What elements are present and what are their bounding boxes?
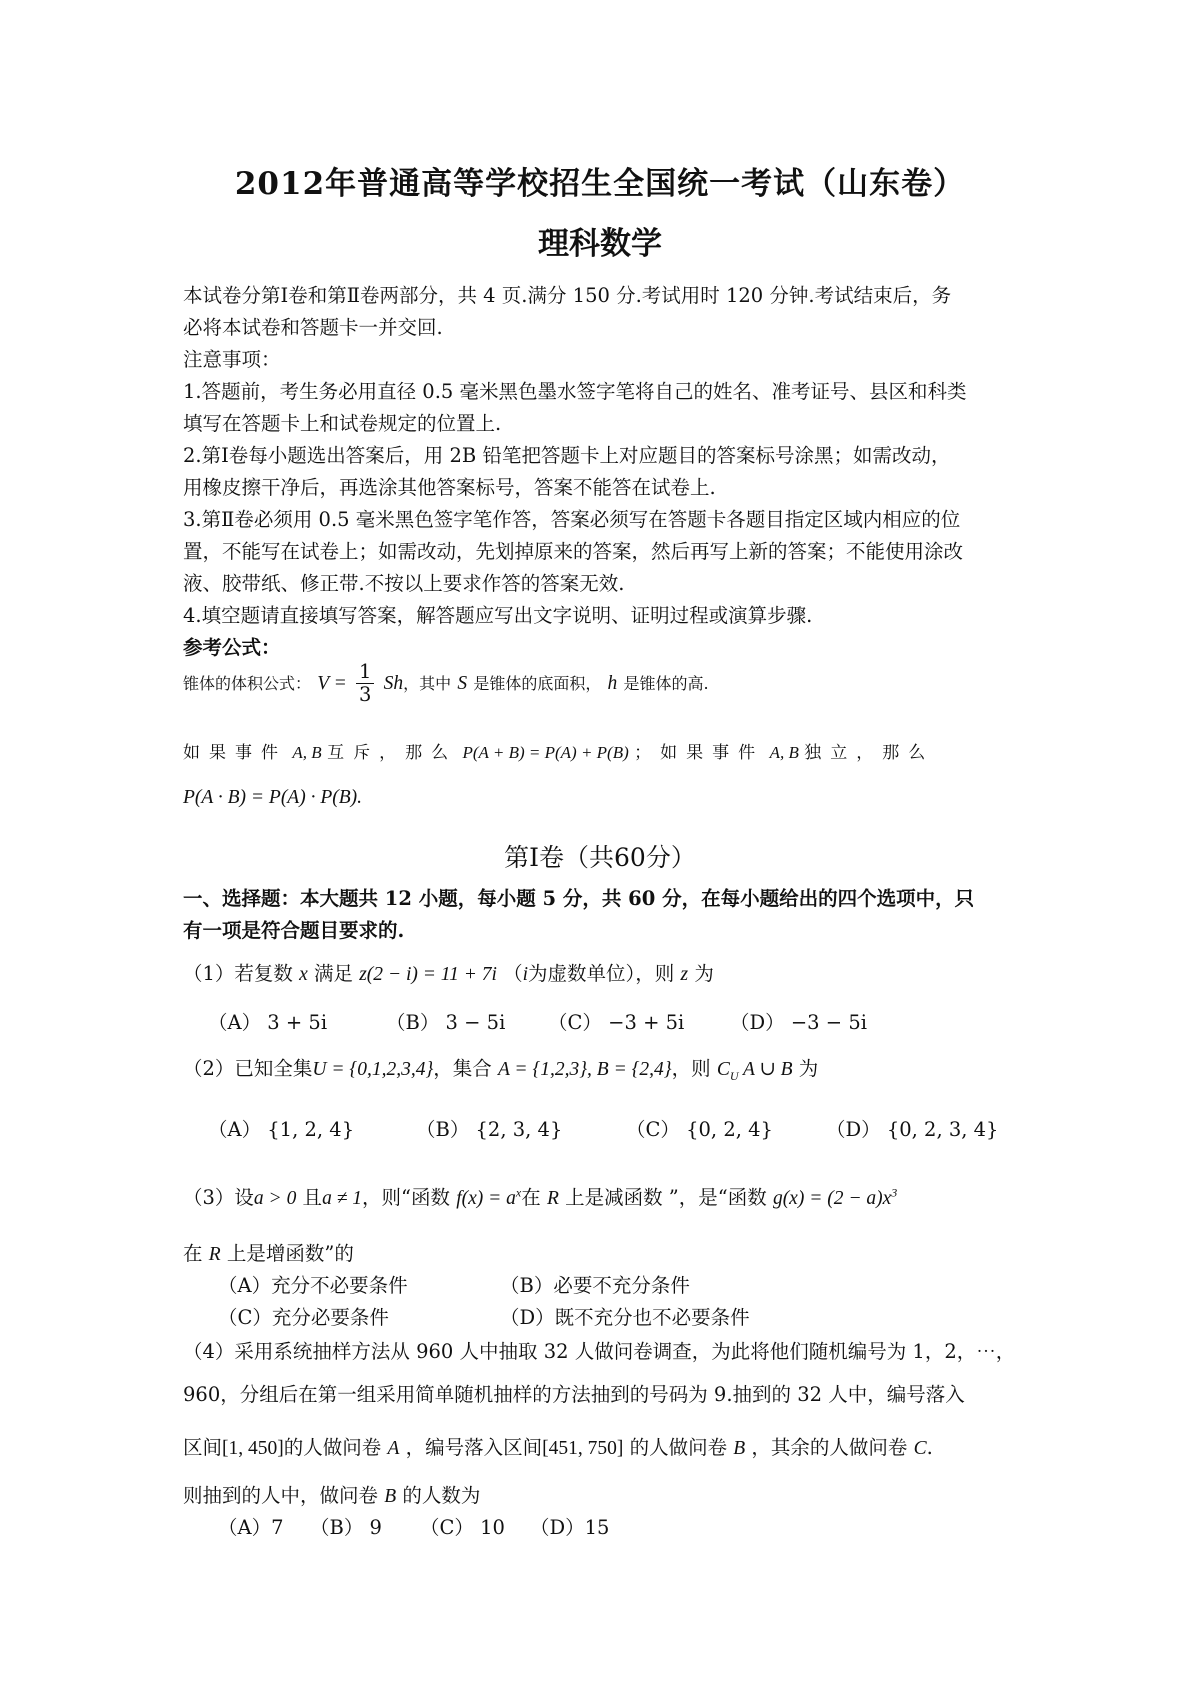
q3-text-b: 且 [302,1186,323,1209]
q3-text-d: 在 [521,1186,541,1209]
q2-text-b: ，集合 [433,1057,492,1080]
q4-option-b[interactable]: （B） 9 [310,1516,382,1539]
q4-var-c: C [913,1438,927,1459]
cone-formula-mid-2: 是锥体的底面积， [473,674,602,693]
question-3-stem [183,1182,897,1210]
prob-equation-2: P(A · B) = P(A) · P(B). [183,787,363,808]
section-instruction-2: 有一项是符合题目要求的. [183,919,405,942]
exam-subtitle: 理科数学 [538,226,662,262]
q3-option-a[interactable]: （A）充分不必要条件 [218,1274,408,1297]
note-2-line-2: 用橡皮擦干净后，再选涂其他答案标号，答案不能答在试卷上. [183,476,716,499]
q2-option-b[interactable]: （B） {2, 3, 4} [416,1118,563,1141]
question-1-stem [183,958,714,986]
q4-line4-b: 的人数为 [402,1484,481,1507]
cone-formula-lhs: V = [317,673,347,694]
q4-text-c: ，编号落入区间 [405,1436,543,1459]
q4-text-e: ，其余的人做问卷 [751,1436,908,1459]
q3-func-f-exp: x [515,1185,522,1200]
q3-option-b[interactable]: （B）必要不充分条件 [500,1274,690,1297]
note-3-line-1: 3.第Ⅱ卷必须用 0.5 毫米黑色签字笔作答，答案必须写在答题卡各题目指定区域内相应的位 [183,508,961,531]
q2-text-c: ，则 [671,1057,711,1080]
q3-cond-1: a > 0 [253,1188,297,1209]
note-3-line-2: 置，不能写在试卷上；如需改动，先划掉原来的答案，然后再写上新的答案；不能使用涂改 [183,540,964,563]
q3-text-c: ，则“函数 [362,1186,450,1209]
prob-events-1: A, B [292,743,322,762]
q1-equation: z(2 − i) = 11 + 7i [359,964,497,985]
cone-formula-line [183,661,709,706]
question-3-stem-line-2 [183,1238,354,1266]
prob-text-d: 独立，那么 [804,743,935,763]
cone-formula-rhs: Sh [383,673,404,694]
q3-func-g [772,1185,898,1209]
q2-option-a[interactable]: （A） {1, 2, 4} [208,1118,355,1141]
q3-text-e: 上是减函数 ”，是“函数 [565,1186,767,1209]
prob-text-b: 互斥，那么 [327,743,458,763]
q3-cond-2: a ≠ 1 [322,1188,363,1209]
q1-text-e: 为 [694,962,714,985]
notes-heading: 注意事项： [183,348,281,371]
cone-formula-h: h [607,673,618,694]
q1-option-a[interactable]: （A） 3 + 5i [208,1011,328,1034]
note-2-line-1: 2.第Ⅰ卷每小题选出答案后，用 2B 铅笔把答题卡上对应题目的答案标号涂黑；如需改动， [183,444,951,467]
intro-line-2: 必将本试卷和答题卡一并交回. [183,316,443,339]
q3-option-c[interactable]: （C）充分必要条件 [218,1306,389,1329]
fraction-denominator: 3 [359,683,372,706]
prob-text-a: 如果事件 [183,743,287,763]
q4-option-a[interactable]: （A）7 [218,1516,284,1539]
q3-option-d[interactable]: （D）既不充分也不必要条件 [500,1306,750,1329]
question-4-line-3 [183,1432,933,1460]
cone-formula-end: 是锥体的高. [623,674,709,693]
note-1-line-1: 1.答题前，考生务必用直径 0.5 毫米黑色墨水签字笔将自己的姓名、准考证号、县区和科类 [183,380,967,403]
section-instruction-1: 一、选择题：本大题共 12 小题，每小题 5 分，共 60 分，在每小题给出的四个选项中，只 [183,887,975,910]
q2-option-c[interactable]: （C） {0, 2, 4} [626,1118,773,1141]
formula-heading: 参考公式： [183,636,281,659]
q2-universal-set: U = {0,1,2,3,4} [312,1059,434,1080]
q3-var-r-2: R [208,1244,221,1265]
q3-func-g-exp: 3 [891,1185,898,1200]
cone-formula-prefix: 锥体的体积公式： [183,674,312,693]
q3-var-r-1: R [546,1188,559,1209]
note-3-line-3: 液、胶带纸、修正带.不按以上要求作答的答案无效. [183,572,625,595]
q4-text-f: . [926,1436,933,1459]
q4-option-d[interactable]: （D）15 [530,1516,610,1539]
q1-var-z: z [680,964,689,985]
q2-option-d[interactable]: （D） {0, 2, 3, 4} [826,1118,999,1141]
section-title: 第Ⅰ卷（共60分） [504,843,696,872]
q2-complement-sub: U [729,1068,739,1083]
question-4-line-1: （4）采用系统抽样方法从 960 人中抽取 32 人做问卷调查，为此将他们随机编号为 1，2，⋯， [183,1340,1016,1363]
q3-line2-b: 上是增函数”的 [226,1242,354,1265]
q4-text-d: 的人做问卷 [629,1436,728,1459]
q4-line4-var-b: B [384,1486,397,1507]
q3-func-g-body: g(x) = (2 − a)x [772,1188,892,1209]
probability-formula-line [183,738,934,763]
q2-expr [716,1059,793,1083]
q4-text-b: 的人做问卷 [283,1436,382,1459]
q1-option-b[interactable]: （B） 3 − 5i [386,1011,506,1034]
q3-line2-a: 在 [183,1242,203,1265]
q1-var-i: i [522,964,529,985]
q1-text-c: （ [503,962,523,985]
fraction-one-third [356,661,374,706]
q2-complement: C [716,1059,730,1080]
note-1-line-2: 填写在答题卡上和试卷规定的位置上. [183,412,502,435]
q4-line4-a: 则抽到的人中，做问卷 [183,1484,379,1507]
note-4: 4.填空题请直接填写答案，解答题应写出文字说明、证明过程或演算步骤. [183,604,813,627]
exam-title: 2012年普通高等学校招生全国统一考试（山东卷） [234,166,966,202]
question-4-line-4 [183,1480,480,1508]
q1-option-d[interactable]: （D） −3 − 5i [730,1011,867,1034]
q1-option-c[interactable]: （C） −3 + 5i [548,1011,685,1034]
q1-text-d: 为虚数单位），则 [528,962,675,985]
fraction-numerator: 1 [356,661,374,684]
q4-interval-1: [1, 450] [222,1438,284,1459]
q3-func-f-body: f(x) = a [456,1188,516,1209]
cone-formula-s: S [457,673,468,694]
prob-text-c: ；如果事件 [634,743,765,763]
q3-text-a: （3）设 [183,1186,254,1209]
prob-equation-1: P(A + B) = P(A) + P(B) [462,743,629,762]
cone-formula-mid-1: ，其中 [403,674,452,693]
q1-var-x: x [299,964,308,985]
probability-formula-line-2 [183,785,362,809]
question-4-line-2: 960，分组后在第一组采用简单随机抽样的方法抽到的号码为 9.抽到的 32 人中，编号落入 [183,1383,965,1406]
q4-interval-2: [451, 750] [542,1438,624,1459]
q4-option-c[interactable]: （C） 10 [420,1516,505,1539]
q1-text-b: 满足 [313,962,353,985]
prob-events-2: A, B [769,743,799,762]
q2-text-a: （2）已知全集 [183,1057,313,1080]
q4-text-a: 区间 [183,1436,223,1459]
q2-text-d: 为 [798,1057,819,1080]
q2-sets: A = {1,2,3}, B = {2,4} [497,1059,672,1080]
q3-func-f [456,1185,522,1209]
q1-text-a: （1）若复数 [183,962,293,985]
q2-union: A ∪ B [743,1059,793,1080]
intro-line-1: 本试卷分第Ⅰ卷和第Ⅱ卷两部分，共 4 页.满分 150 分.考试用时 120 分钟.考试结束后，务 [183,284,952,307]
q4-var-b: B [733,1438,746,1459]
question-2-stem [183,1053,818,1084]
q4-var-a: A [387,1438,400,1459]
